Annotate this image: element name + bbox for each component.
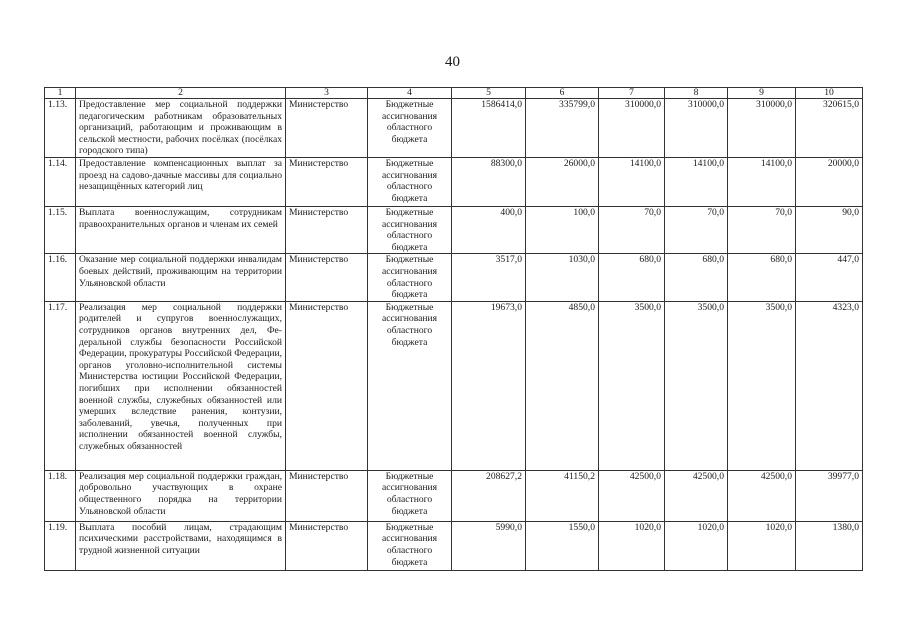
amount-cell: 1020,0 <box>728 521 796 570</box>
column-header: 8 <box>665 88 728 99</box>
funding-source-cell: Бюджетные ассигнования областного бюджета <box>368 470 452 521</box>
amount-cell: 310000,0 <box>599 99 665 158</box>
amount-cell: 100,0 <box>526 207 599 254</box>
row-number: 1.18. <box>45 470 76 521</box>
amount-cell: 88300,0 <box>452 158 526 207</box>
table-row <box>45 158 863 207</box>
amount-cell: 680,0 <box>665 254 728 301</box>
amount-cell: 310000,0 <box>665 99 728 158</box>
row-number: 1.13. <box>45 99 76 158</box>
column-header: 2 <box>76 88 286 99</box>
table-row <box>45 470 863 521</box>
amount-cell: 41150,2 <box>526 470 599 521</box>
column-header: 3 <box>286 88 368 99</box>
amount-cell: 208627,2 <box>452 470 526 521</box>
table-row <box>45 254 863 301</box>
column-header: 9 <box>728 88 796 99</box>
row-number: 1.19. <box>45 521 76 570</box>
amount-cell: 14100,0 <box>728 158 796 207</box>
amount-cell: 680,0 <box>599 254 665 301</box>
funding-source-cell: Бюджетные ассигнования областного бюджета <box>368 158 452 207</box>
amount-cell: 42500,0 <box>665 470 728 521</box>
row-number: 1.15. <box>45 207 76 254</box>
row-number: 1.14. <box>45 158 76 207</box>
executor-cell: Министерство <box>286 470 368 521</box>
amount-cell: 1380,0 <box>796 521 863 570</box>
measure-description: Выплата военнослужащим, сотрудникам правоохранительных органов и членам их семей <box>76 207 286 254</box>
measure-description: Реализация мер социальной поддержки родителей и супругов военнослужащих, сотрудников органов внутренних дел, Федеральной службы безопасности Российской Федерации, прокуратуры Российской Федерации, органов уголовно-исполнительной системы Министерства юстиции Российской Федерации, погибших при исполнении обязанностей военной службы, служебных обязанностей или умерших вследствие ранения, контузии, заболеваний, увечья, полученных при исполнении обязанностей военной службы, служебных обязанностей <box>76 301 286 470</box>
amount-cell: 1020,0 <box>599 521 665 570</box>
row-number: 1.17. <box>45 301 76 470</box>
amount-cell: 1030,0 <box>526 254 599 301</box>
funding-source-cell: Бюджетные ассигнования областного бюджета <box>368 521 452 570</box>
budget-table <box>44 87 863 571</box>
amount-cell: 5990,0 <box>452 521 526 570</box>
table-row <box>45 301 863 470</box>
measure-description: Оказание мер социальной поддержки инвалидам боевых действий, проживающим на территории Ульяновской области <box>76 254 286 301</box>
amount-cell: 1550,0 <box>526 521 599 570</box>
amount-cell: 26000,0 <box>526 158 599 207</box>
amount-cell: 3517,0 <box>452 254 526 301</box>
column-header: 10 <box>796 88 863 99</box>
amount-cell: 4323,0 <box>796 301 863 470</box>
funding-source-cell: Бюджетные ассигнования областного бюджета <box>368 301 452 470</box>
table-row <box>45 521 863 570</box>
amount-cell: 1586414,0 <box>452 99 526 158</box>
executor-cell: Министерство <box>286 301 368 470</box>
page-number: 40 <box>445 54 460 70</box>
measure-description: Реализация мер социальной поддержки граждан, добровольно участвующих в охране общественного порядка на территории Ульяновской области <box>76 470 286 521</box>
amount-cell: 14100,0 <box>599 158 665 207</box>
amount-cell: 3500,0 <box>599 301 665 470</box>
funding-source-cell: Бюджетные ассигнования областного бюджета <box>368 207 452 254</box>
executor-cell: Министерство <box>286 207 368 254</box>
amount-cell: 90,0 <box>796 207 863 254</box>
funding-source-cell: Бюджетные ассигнования областного бюджета <box>368 99 452 158</box>
measure-description: Предоставление компенсационных выплат за проезд на садово-дачные массивы для социально незащищённых категорий лиц <box>76 158 286 207</box>
executor-cell: Министерство <box>286 158 368 207</box>
amount-cell: 39977,0 <box>796 470 863 521</box>
amount-cell: 3500,0 <box>665 301 728 470</box>
amount-cell: 3500,0 <box>728 301 796 470</box>
column-header: 4 <box>368 88 452 99</box>
amount-cell: 310000,0 <box>728 99 796 158</box>
measure-description: Выплата пособий лицам, страдающим психическими расстройствами, находящимся в трудной жизненной ситуации <box>76 521 286 570</box>
executor-cell: Министерство <box>286 254 368 301</box>
column-header: 7 <box>599 88 665 99</box>
funding-source-cell: Бюджетные ассигнования областного бюджета <box>368 254 452 301</box>
executor-cell: Министерство <box>286 521 368 570</box>
amount-cell: 19673,0 <box>452 301 526 470</box>
amount-cell: 20000,0 <box>796 158 863 207</box>
amount-cell: 70,0 <box>599 207 665 254</box>
column-header: 6 <box>526 88 599 99</box>
row-number: 1.16. <box>45 254 76 301</box>
amount-cell: 400,0 <box>452 207 526 254</box>
executor-cell: Министерство <box>286 99 368 158</box>
table-row <box>45 99 863 158</box>
column-header: 5 <box>452 88 526 99</box>
amount-cell: 320615,0 <box>796 99 863 158</box>
header-row <box>45 88 863 99</box>
amount-cell: 680,0 <box>728 254 796 301</box>
amount-cell: 447,0 <box>796 254 863 301</box>
amount-cell: 4850,0 <box>526 301 599 470</box>
amount-cell: 42500,0 <box>728 470 796 521</box>
measure-description: Предоставление мер социальной поддержки педагогическим работникам образовательных организаций, работающим и проживающим в сельской местности, рабочих посёлках (посёлках городского типа) <box>76 99 286 158</box>
amount-cell: 335799,0 <box>526 99 599 158</box>
amount-cell: 70,0 <box>665 207 728 254</box>
amount-cell: 42500,0 <box>599 470 665 521</box>
amount-cell: 14100,0 <box>665 158 728 207</box>
amount-cell: 70,0 <box>728 207 796 254</box>
amount-cell: 1020,0 <box>665 521 728 570</box>
column-header: 1 <box>45 88 76 99</box>
table-row <box>45 207 863 254</box>
